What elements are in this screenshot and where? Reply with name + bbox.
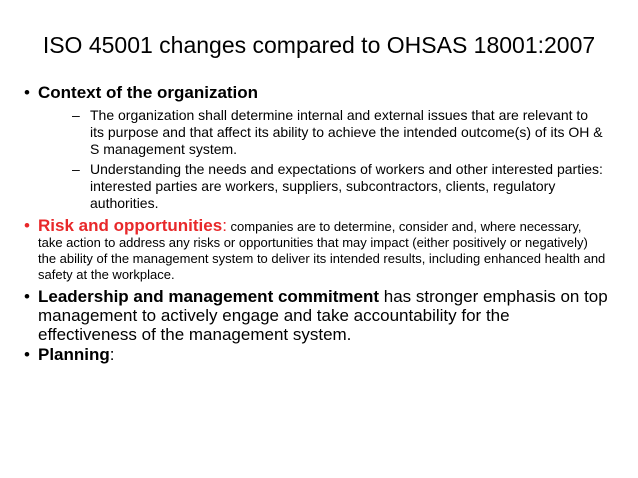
dash-icon: – bbox=[72, 107, 80, 123]
bullet-leadership bbox=[24, 287, 608, 344]
leadership-text: has stronger emphasis on top management to actively engage and take accountability for the effectiveness of the management system. bbox=[38, 287, 608, 344]
bullet-context bbox=[24, 83, 608, 102]
planning-heading: Planning bbox=[38, 345, 110, 364]
bullet-planning: • Planning: bbox=[24, 345, 115, 364]
leadership-heading: Leadership and management commitment bbox=[38, 287, 380, 306]
bullet-risk: • Risk and opportunities: companies are to determine, consider and, where necessary, take action to address any risks or opportunities that may impact (either positively or negatively) the ability of the management system to deliver its intended results, including enhanced health and safety at the workplace. bbox=[24, 216, 606, 282]
bullet-dot-icon: • bbox=[24, 287, 30, 306]
context-sub-2 bbox=[72, 161, 605, 212]
context-sub-2-text: Understanding the needs and expectations of workers and other interested parties: interested parties are workers, suppliers, subcontractors, clients, regulatory authorities. bbox=[90, 161, 603, 211]
bullet-dot-icon: • bbox=[24, 83, 30, 102]
risk-text: companies are to determine, consider and, where necessary, take action to address any risks or opportunities that may impact (either positively or negatively) the ability of the management system to deliver its intended results, including enhanced health and safety at the workplace. bbox=[38, 219, 606, 282]
context-heading: Context of the organization bbox=[38, 83, 259, 102]
bullet-dot-icon: • bbox=[24, 216, 30, 235]
slide-title: ISO 45001 changes compared to OHSAS 18001:2007 bbox=[42, 32, 596, 58]
dash-icon: – bbox=[72, 161, 80, 177]
bullet-dot-icon: • bbox=[24, 345, 30, 364]
risk-heading: Risk and opportunities bbox=[38, 216, 223, 235]
context-sub-1-text: The organization shall determine internal and external issues that are relevant to its purpose and that affect its ability to achieve the intended outcome(s) of its OH & S management system. bbox=[90, 107, 603, 157]
context-sub-1 bbox=[72, 107, 605, 158]
